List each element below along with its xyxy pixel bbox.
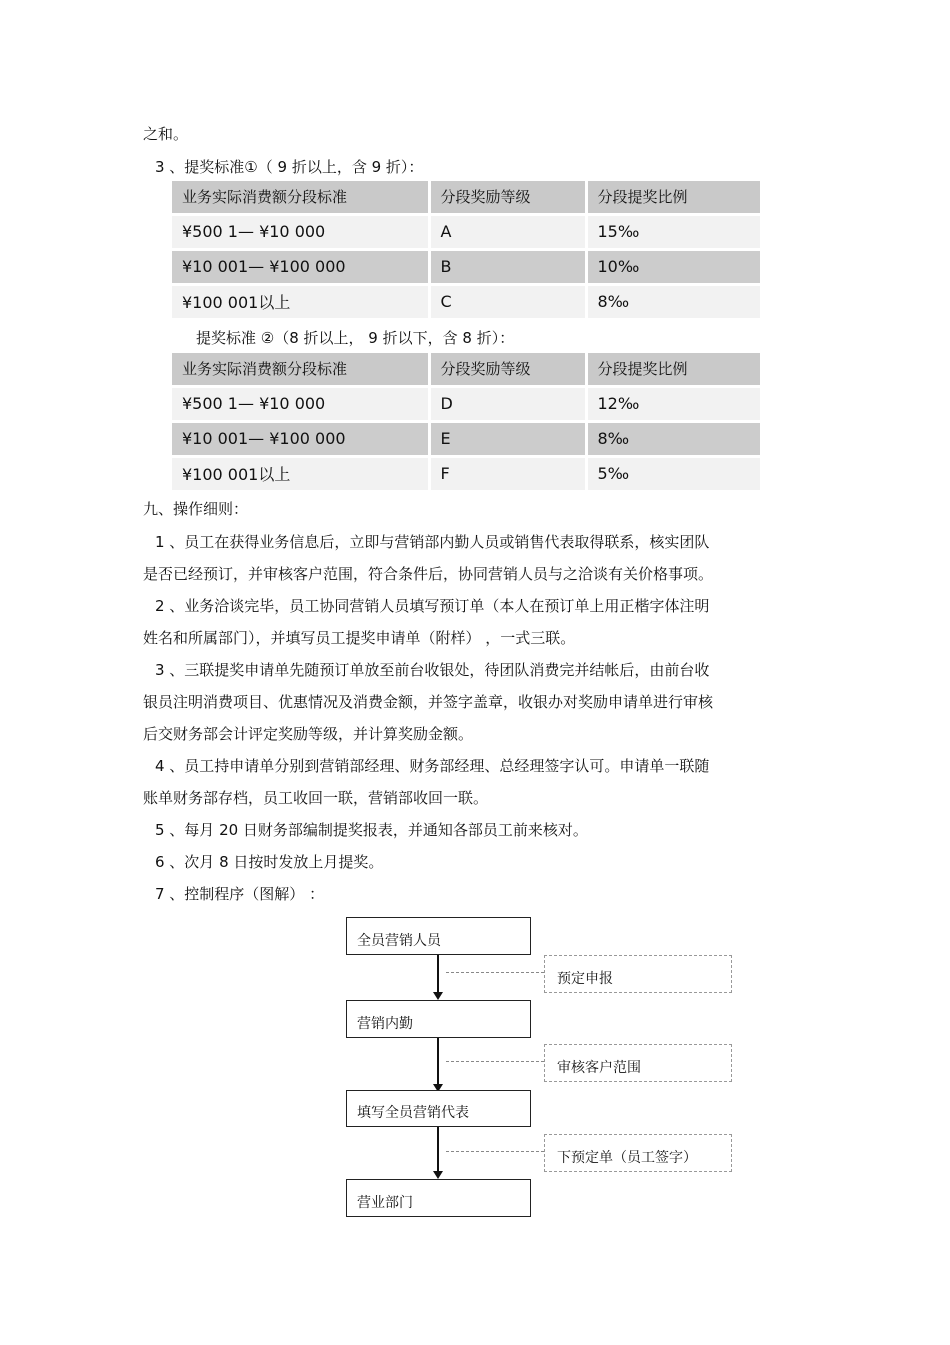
rule-3-line-2: 银员注明消费项目、优惠情况及消费金额，并签字盖章，收银办对奖励申请单进行审核 <box>143 693 714 711</box>
table-cell: ¥100 001以上 <box>172 456 429 491</box>
connector-line <box>437 1038 439 1085</box>
flow-step-label: 填写全员营销代表 <box>357 1105 469 1121</box>
flow-step-box <box>346 917 531 955</box>
flow-step-box <box>346 1179 531 1217</box>
rule-2-line-1: 2 、业务洽谈完毕，员工协同营销人员填写预订单（本人在预订单上用正楷字体注明 <box>155 597 710 615</box>
table-cell: 8‰ <box>586 284 760 319</box>
table-cell: 15‰ <box>586 214 760 249</box>
connector-line <box>437 1127 439 1172</box>
flow-note-box <box>544 1134 732 1172</box>
flow-step-box <box>346 1000 531 1038</box>
table-cell: D <box>429 386 586 421</box>
header-cell: 分段提奖比例 <box>586 353 760 386</box>
header-cell: 分段奖励等级 <box>429 181 586 214</box>
arrow-down-icon <box>433 1171 443 1179</box>
table-cell: C <box>429 284 586 319</box>
table-cell: 5‰ <box>586 456 760 491</box>
rule-2-line-2: 姓名和所属部门），并填写员工提奖申请单（附样） ，一式三联。 <box>143 629 576 647</box>
standard2-title: 提奖标准 ②（8 折以上， 9 折以下，含 8 折）： <box>196 329 515 347</box>
table-row <box>172 284 760 319</box>
flow-step-box <box>346 1090 531 1127</box>
section-heading: 九、操作细则： <box>143 500 249 518</box>
rule-5: 5 、每月 20 日财务部编制提奖报表，并通知各部员工前来核对。 <box>155 821 588 839</box>
connector-line <box>437 955 439 993</box>
header-cell: 分段提奖比例 <box>586 181 760 214</box>
table-cell: ¥10 001— ¥100 000 <box>172 249 429 284</box>
rule-7: 7 、控制程序（图解） ： <box>155 885 325 903</box>
table-row <box>172 214 760 249</box>
branch-line <box>446 1061 544 1062</box>
rule-1-line-2: 是否已经预订，并审核客户范围，符合条件后，协同营销人员与之洽谈有关价格事项。 <box>143 565 714 583</box>
table-cell: F <box>429 456 586 491</box>
branch-line <box>446 972 544 973</box>
rate-table-1 <box>172 181 760 321</box>
rate-table-2 <box>172 353 760 493</box>
branch-line <box>446 1151 544 1152</box>
table-cell: ¥10 001— ¥100 000 <box>172 421 429 456</box>
rule-3-line-1: 3 、三联提奖申请单先随预订单放至前台收银处，待团队消费完并结帐后，由前台收 <box>155 661 710 679</box>
flow-note-label: 审核客户范围 <box>557 1060 641 1076</box>
table-cell: ¥500 1— ¥10 000 <box>172 386 429 421</box>
table-cell: A <box>429 214 586 249</box>
table-cell: 12‰ <box>586 386 760 421</box>
rule-1-line-1: 1 、员工在获得业务信息后，立即与营销部内勤人员或销售代表取得联系，核实团队 <box>155 533 710 551</box>
flow-step-label: 全员营销人员 <box>357 933 441 949</box>
header-cell: 分段奖励等级 <box>429 353 586 386</box>
table-cell: B <box>429 249 586 284</box>
table-row <box>172 456 760 491</box>
rule-6: 6 、次月 8 日按时发放上月提奖。 <box>155 853 384 871</box>
table-header-row <box>172 181 760 214</box>
table-cell: 10‰ <box>586 249 760 284</box>
rule-3-line-3: 后交财务部会计评定奖励等级，并计算奖励金额。 <box>143 725 474 743</box>
flow-note-box <box>544 955 732 993</box>
table-cell: ¥500 1— ¥10 000 <box>172 214 429 249</box>
arrow-down-icon <box>433 992 443 1000</box>
table-cell: E <box>429 421 586 456</box>
flow-note-box <box>544 1044 732 1082</box>
rule-4-line-1: 4 、员工持申请单分别到营销部经理、财务部经理、总经理签字认可。申请单一联随 <box>155 757 710 775</box>
flow-note-label: 下预定单（员工签字） <box>557 1150 697 1166</box>
flow-step-label: 营销内勤 <box>357 1016 413 1032</box>
table-header-row <box>172 353 760 386</box>
table-row <box>172 249 760 284</box>
header-cell: 业务实际消费额分段标准 <box>172 353 429 386</box>
rule-4-line-2: 账单财务部存档，员工收回一联，营销部收回一联。 <box>143 789 489 807</box>
table-row <box>172 386 760 421</box>
table-cell: 8‰ <box>586 421 760 456</box>
table-row <box>172 421 760 456</box>
flow-note-label: 预定申报 <box>557 971 613 987</box>
table-cell: ¥100 001以上 <box>172 284 429 319</box>
flow-step-label: 营业部门 <box>357 1195 413 1211</box>
standard1-title: 3 、提奖标准①（ 9 折以上，含 9 折）： <box>155 158 424 176</box>
header-cell: 业务实际消费额分段标准 <box>172 181 429 214</box>
intro-line: 之和。 <box>143 125 189 143</box>
